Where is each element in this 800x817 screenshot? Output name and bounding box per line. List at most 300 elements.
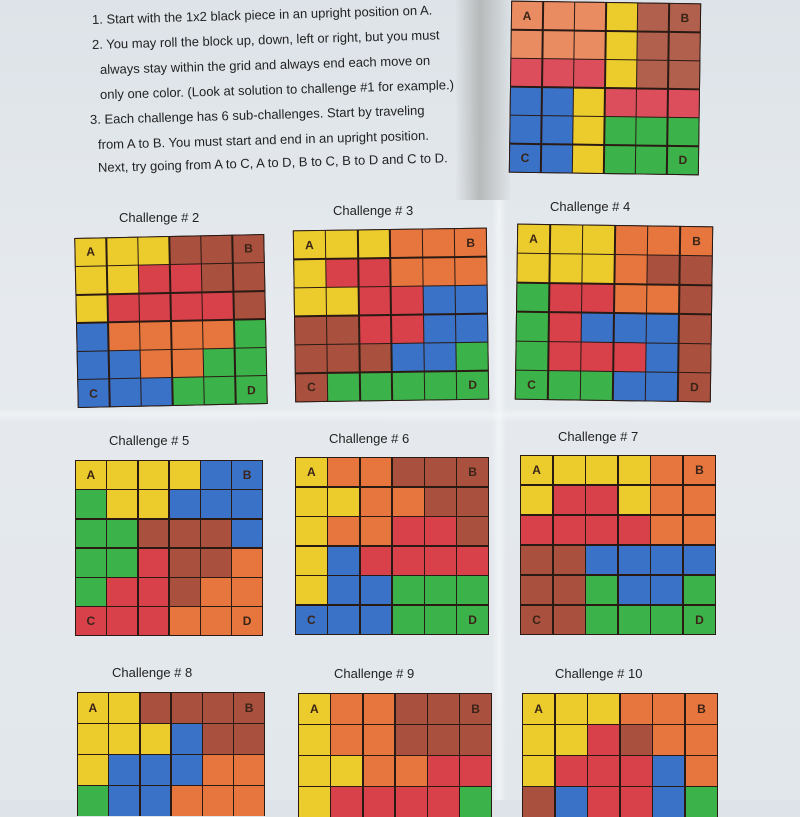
grid-cell <box>460 787 491 817</box>
grid-cell <box>428 756 459 786</box>
grid-cell <box>391 287 422 315</box>
instruction-line: 2. You may roll the block up, down, left or right, but you must <box>91 27 440 52</box>
grid-cell <box>172 349 203 376</box>
grid-cell <box>392 344 423 372</box>
grid-cell <box>172 786 202 816</box>
grid-cell <box>550 225 581 253</box>
instruction-line: 3. Each challenge has 6 sub-challenges. Start by traveling <box>89 102 425 127</box>
grid-cell <box>234 755 264 785</box>
grid-cell <box>581 372 612 400</box>
grid-cell <box>556 725 587 755</box>
grid-cell <box>201 549 231 577</box>
grid-cell <box>396 725 427 755</box>
grid-cell <box>141 350 172 377</box>
grid-cell <box>669 90 699 117</box>
grid-cell <box>556 694 587 724</box>
grid-cell <box>203 755 233 785</box>
puzzle-grid <box>75 460 263 636</box>
grid-cell <box>619 606 650 634</box>
corner-label: D <box>246 382 256 398</box>
corner-label: A <box>522 8 532 23</box>
grid-cell <box>78 380 109 407</box>
grid-cell <box>556 787 587 817</box>
grid-cell <box>396 787 427 817</box>
puzzle-grid <box>509 1 701 176</box>
grid-cell <box>648 256 679 284</box>
grid-cell <box>648 226 679 254</box>
grid-cell <box>296 517 327 545</box>
grid-cell <box>393 372 424 400</box>
grid-cell <box>201 520 231 548</box>
grid-cell <box>78 724 108 754</box>
grid-cell <box>651 456 682 484</box>
grid-cell <box>107 238 138 265</box>
grid-cell <box>457 458 488 486</box>
grid-cell <box>328 458 359 486</box>
grid-cell <box>521 516 552 544</box>
grid-cell <box>615 285 646 313</box>
grid-cell <box>424 343 455 371</box>
grid-cell <box>393 488 424 516</box>
grid-cell <box>512 2 542 29</box>
grid-cell <box>423 258 454 286</box>
grid-cell <box>296 576 327 604</box>
grid-cell <box>425 458 456 486</box>
grid-cell <box>236 376 267 403</box>
grid-cell <box>582 284 613 312</box>
grid-cell <box>360 316 391 344</box>
grid-cell <box>202 264 233 291</box>
grid-cell <box>107 266 138 293</box>
grid-cell <box>76 461 106 489</box>
grid-cell <box>621 694 652 724</box>
grid-cell <box>391 258 422 286</box>
grid-cell <box>203 292 234 319</box>
corner-label: B <box>244 700 254 715</box>
grid-cell <box>614 343 645 371</box>
grid-cell <box>141 786 171 816</box>
grid-cell <box>679 373 710 401</box>
corner-label: C <box>86 614 96 629</box>
challenge-title: Challenge # 3 <box>333 203 414 218</box>
grid-cell <box>669 32 699 59</box>
grid-cell <box>638 3 668 30</box>
grid-cell <box>295 288 326 316</box>
grid-cell <box>326 259 357 287</box>
grid-cell <box>510 145 540 173</box>
puzzle-grid <box>293 228 489 403</box>
grid-cell <box>684 516 715 544</box>
grid-cell <box>619 456 650 484</box>
grid-cell <box>327 288 358 316</box>
grid-cell <box>455 257 486 285</box>
grid-cell <box>170 520 200 548</box>
grid-cell <box>361 517 392 545</box>
grid-cell <box>588 756 619 786</box>
grid-cell <box>424 286 455 314</box>
grid-cell <box>548 371 579 399</box>
grid-cell <box>295 317 326 345</box>
grid-cell <box>605 117 635 144</box>
grid-cell <box>523 756 554 786</box>
grid-cell <box>425 576 456 604</box>
challenge-title: Challenge # 5 <box>109 433 190 448</box>
grid-cell <box>423 229 454 257</box>
corner-label: D <box>695 612 704 627</box>
grid-cell <box>457 372 488 400</box>
grid-cell <box>331 725 362 755</box>
grid-cell <box>574 60 604 88</box>
grid-cell <box>521 576 552 604</box>
grid-cell <box>550 254 581 282</box>
challenge-title: Challenge # 6 <box>329 431 410 446</box>
grid-cell <box>331 756 362 786</box>
puzzle-grid <box>515 224 713 403</box>
grid-cell <box>586 486 617 514</box>
grid-cell <box>684 606 715 634</box>
grid-cell <box>621 787 652 817</box>
challenge-title: Challenge # 8 <box>112 665 193 680</box>
grid-cell <box>361 547 392 575</box>
grid-cell <box>543 59 573 87</box>
grid-cell <box>575 31 605 58</box>
grid-cell <box>668 147 698 175</box>
grid-cell <box>457 488 488 516</box>
grid-cell <box>583 255 614 283</box>
grid-cell <box>232 520 262 548</box>
corner-label: A <box>86 467 96 482</box>
grid-cell <box>139 607 169 635</box>
grid-cell <box>424 315 455 343</box>
grid-cell <box>517 312 548 340</box>
grid-cell <box>170 607 200 635</box>
grid-cell <box>619 486 650 514</box>
instruction-line: Next, try going from A to C, A to D, B to C, B to D and C to D. <box>97 150 448 175</box>
grid-cell <box>328 547 359 575</box>
instruction-line: only one color. (Look at solution to challenge #1 for example.) <box>99 77 455 102</box>
grid-cell <box>76 490 106 518</box>
grid-cell <box>523 694 554 724</box>
grid-cell <box>653 787 684 817</box>
grid-cell <box>684 576 715 604</box>
grid-cell <box>109 351 140 378</box>
grid-cell <box>294 231 325 259</box>
grid-cell <box>457 517 488 545</box>
grid-cell <box>234 292 265 319</box>
corner-label: B <box>243 241 253 256</box>
grid-cell <box>425 606 456 634</box>
grid-cell <box>686 694 717 724</box>
grid-cell <box>109 786 139 816</box>
grid-cell <box>653 756 684 786</box>
grid-cell <box>76 578 106 606</box>
grid-cell <box>328 488 359 516</box>
grid-cell <box>511 59 541 87</box>
grid-cell <box>523 725 554 755</box>
grid-cell <box>605 146 635 174</box>
corner-label: D <box>689 380 699 395</box>
grid-cell <box>554 516 585 544</box>
grid-cell <box>201 490 231 518</box>
grid-cell <box>360 344 391 372</box>
grid-cell <box>235 320 266 347</box>
grid-cell <box>328 345 359 373</box>
grid-cell <box>170 578 200 606</box>
grid-cell <box>139 461 169 489</box>
grid-cell <box>510 116 540 143</box>
grid-cell <box>621 725 652 755</box>
grid-cell <box>294 259 325 287</box>
grid-cell <box>76 607 106 635</box>
corner-label: B <box>692 233 701 249</box>
puzzle-grid <box>74 234 268 408</box>
grid-cell <box>78 693 108 723</box>
grid-cell <box>686 787 717 817</box>
grid-cell <box>393 458 424 486</box>
grid-cell <box>588 725 619 755</box>
grid-cell <box>139 490 169 518</box>
grid-cell <box>425 547 456 575</box>
grid-cell <box>680 285 711 313</box>
grid-cell <box>361 458 392 486</box>
grid-cell <box>171 265 202 292</box>
corner-label: B <box>697 701 706 716</box>
grid-cell <box>428 694 459 724</box>
corner-label: B <box>695 463 704 478</box>
grid-cell <box>328 606 359 634</box>
grid-cell <box>232 461 262 489</box>
grid-cell <box>109 693 139 723</box>
grid-cell <box>233 235 264 262</box>
corner-label: C <box>532 612 541 627</box>
grid-cell <box>517 283 548 311</box>
grid-cell <box>541 145 571 173</box>
grid-cell <box>680 256 711 284</box>
puzzle-grid <box>522 693 718 817</box>
grid-cell <box>138 237 169 264</box>
grid-cell <box>141 693 171 723</box>
grid-cell <box>651 486 682 514</box>
grid-cell <box>393 606 424 634</box>
corner-label: B <box>242 467 252 482</box>
paper-fold-horizontal <box>0 408 800 422</box>
grid-cell <box>517 254 548 282</box>
corner-label: A <box>307 465 316 480</box>
corner-label: A <box>534 701 543 716</box>
grid-cell <box>232 490 262 518</box>
grid-cell <box>204 349 235 376</box>
grid-cell <box>651 576 682 604</box>
grid-cell <box>516 371 547 399</box>
grid-cell <box>359 259 390 287</box>
grid-cell <box>393 547 424 575</box>
grid-cell <box>396 756 427 786</box>
grid-cell <box>299 694 330 724</box>
grid-cell <box>638 32 668 59</box>
grid-cell <box>457 547 488 575</box>
grid-cell <box>575 3 605 30</box>
grid-cell <box>232 578 262 606</box>
grid-cell <box>299 787 330 817</box>
grid-cell <box>391 230 422 258</box>
grid-cell <box>679 344 710 372</box>
grid-cell <box>107 549 137 577</box>
grid-cell <box>455 229 486 257</box>
grid-cell <box>170 236 201 263</box>
grid-cell <box>516 342 547 370</box>
grid-cell <box>425 372 456 400</box>
grid-cell <box>392 315 423 343</box>
grid-cell <box>681 227 712 255</box>
grid-cell <box>511 87 541 114</box>
puzzle-grid <box>520 455 716 635</box>
grid-cell <box>647 285 678 313</box>
grid-cell <box>646 373 677 401</box>
grid-cell <box>542 116 572 143</box>
grid-cell <box>616 226 647 254</box>
grid-cell <box>554 546 585 574</box>
grid-cell <box>686 725 717 755</box>
grid-cell <box>78 755 108 785</box>
grid-cell <box>201 607 231 635</box>
grid-cell <box>680 315 711 343</box>
grid-cell <box>511 30 541 57</box>
challenge-title: Challenge # 10 <box>555 666 643 681</box>
grid-cell <box>203 724 233 754</box>
grid-cell <box>141 378 172 405</box>
grid-cell <box>554 486 585 514</box>
grid-cell <box>425 517 456 545</box>
grid-cell <box>364 756 395 786</box>
grid-cell <box>75 238 106 265</box>
grid-cell <box>554 576 585 604</box>
grid-cell <box>141 755 171 785</box>
grid-cell <box>139 265 170 292</box>
grid-cell <box>556 756 587 786</box>
grid-cell <box>364 787 395 817</box>
grid-cell <box>139 549 169 577</box>
corner-label: C <box>520 151 530 166</box>
grid-cell <box>647 343 678 371</box>
grid-cell <box>393 517 424 545</box>
challenge-title: Challenge # 4 <box>550 199 631 214</box>
grid-cell <box>295 345 326 373</box>
grid-cell <box>521 606 552 634</box>
grid-cell <box>619 576 650 604</box>
grid-cell <box>170 461 200 489</box>
grid-cell <box>651 606 682 634</box>
grid-cell <box>647 314 678 342</box>
grid-cell <box>109 322 140 349</box>
grid-cell <box>205 377 236 404</box>
puzzle-grid <box>77 692 265 816</box>
grid-cell <box>586 546 617 574</box>
grid-cell <box>581 343 612 371</box>
grid-cell <box>653 725 684 755</box>
challenge-title: Challenge # 9 <box>334 666 415 681</box>
grid-cell <box>668 118 698 145</box>
grid-cell <box>328 576 359 604</box>
paper-fold-vertical <box>492 200 506 800</box>
grid-cell <box>140 322 171 349</box>
corner-label: B <box>471 701 480 716</box>
grid-cell <box>203 693 233 723</box>
grid-cell <box>543 31 573 58</box>
grid-cell <box>203 786 233 816</box>
grid-cell <box>615 255 646 283</box>
grid-cell <box>428 725 459 755</box>
corner-label: D <box>468 378 478 393</box>
grid-cell <box>669 61 699 89</box>
grid-cell <box>358 230 389 258</box>
grid-cell <box>588 694 619 724</box>
grid-cell <box>621 756 652 786</box>
grid-cell <box>637 118 667 145</box>
grid-cell <box>201 578 231 606</box>
grid-cell <box>78 786 108 816</box>
grid-cell <box>586 516 617 544</box>
grid-cell <box>296 606 327 634</box>
grid-cell <box>554 456 585 484</box>
grid-cell <box>521 546 552 574</box>
challenge-title: Challenge # 7 <box>558 429 639 444</box>
grid-cell <box>296 488 327 516</box>
grid-cell <box>328 373 359 401</box>
grid-cell <box>328 517 359 545</box>
grid-cell <box>428 787 459 817</box>
grid-cell <box>203 320 234 347</box>
grid-cell <box>234 263 265 290</box>
grid-cell <box>76 549 106 577</box>
grid-cell <box>76 295 107 322</box>
grid-cell <box>460 694 491 724</box>
grid-cell <box>684 456 715 484</box>
grid-cell <box>360 373 391 401</box>
corner-label: C <box>306 380 316 395</box>
grid-cell <box>296 374 327 402</box>
grid-cell <box>140 294 171 321</box>
grid-cell <box>396 694 427 724</box>
grid-cell <box>457 343 488 371</box>
corner-label: C <box>527 377 536 393</box>
grid-cell <box>554 606 585 634</box>
grid-cell <box>364 694 395 724</box>
grid-cell <box>588 787 619 817</box>
grid-cell <box>456 286 487 314</box>
grid-cell <box>78 351 109 378</box>
grid-cell <box>543 2 573 29</box>
grid-cell <box>202 236 233 263</box>
grid-cell <box>574 88 604 115</box>
grid-cell <box>172 321 203 348</box>
corner-label: A <box>310 701 319 716</box>
grid-cell <box>107 490 137 518</box>
grid-cell <box>607 3 637 30</box>
instruction-line: from A to B. You must start and end in an upright position. <box>97 127 430 152</box>
grid-cell <box>139 578 169 606</box>
grid-cell <box>573 145 603 173</box>
grid-cell <box>139 520 169 548</box>
grid-cell <box>172 755 202 785</box>
grid-cell <box>653 694 684 724</box>
grid-cell <box>234 724 264 754</box>
grid-cell <box>108 294 139 321</box>
grid-cell <box>457 606 488 634</box>
corner-label: D <box>678 153 688 168</box>
grid-cell <box>586 456 617 484</box>
grid-cell <box>549 313 580 341</box>
grid-cell <box>684 546 715 574</box>
